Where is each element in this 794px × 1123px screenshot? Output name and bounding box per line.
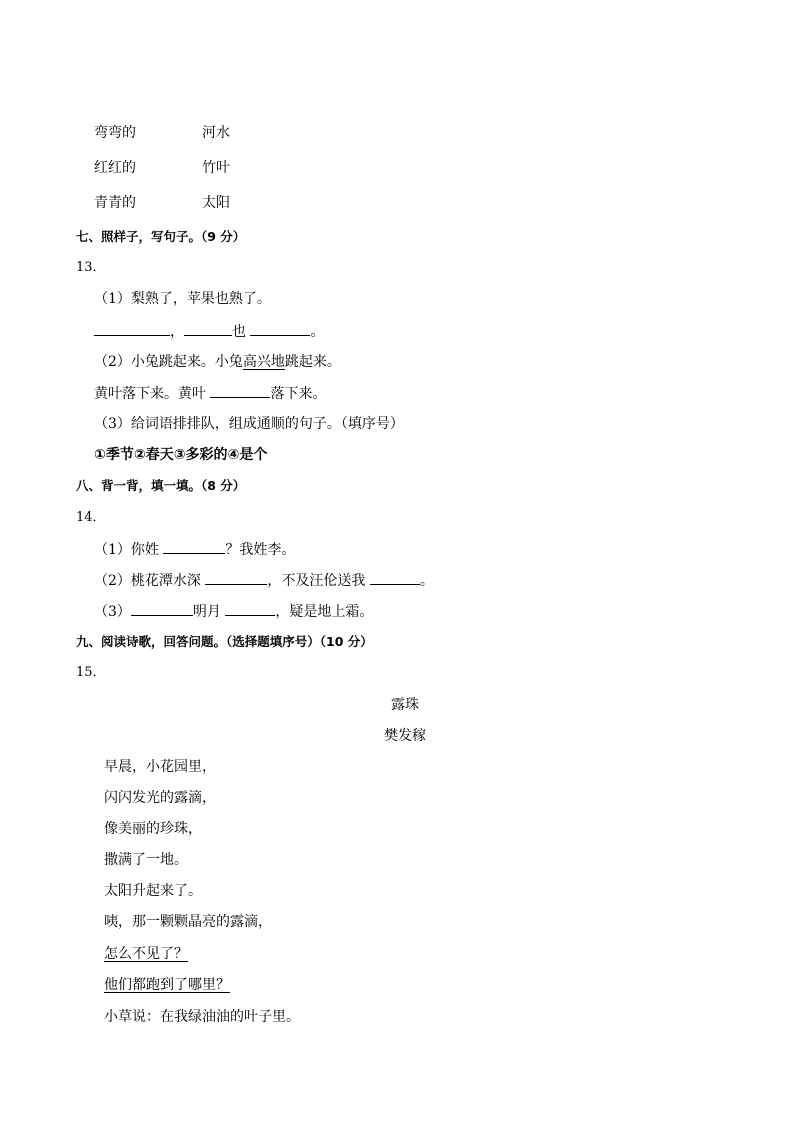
section-8-heading: 八、背一背，填一填。（8 分）: [76, 478, 246, 493]
q14-1: （1）你姓 ？我姓李。: [94, 542, 296, 558]
word-ye: 也: [232, 324, 246, 340]
question-13-number: 13．: [76, 260, 106, 275]
answer-blank[interactable]: [210, 384, 270, 398]
q13-3-items: ①季节②春天③多彩的④是个: [94, 447, 268, 463]
poem-title: 露珠: [391, 697, 419, 713]
answer-blank[interactable]: [205, 571, 267, 585]
poem-line: 咦，那一颗颗晶亮的露滴，: [104, 914, 272, 930]
question-14-number: 14．: [76, 510, 106, 525]
pair-left-3: 青青的: [94, 195, 136, 211]
pair-right-2: 竹叶: [202, 160, 230, 176]
q13-2-answer-line: 黄叶落下来。黄叶 落下来。: [94, 386, 327, 402]
pair-right-3: 太阳: [202, 195, 230, 211]
pair-left-1: 弯弯的: [94, 125, 136, 141]
q13-2-example: （2）小兔跳起来。小兔高兴地跳起来。: [94, 354, 341, 370]
poem-line-underlined: 他们都跑到了哪里？: [104, 977, 230, 993]
answer-blank[interactable]: [184, 322, 232, 336]
poem-line: 太阳升起来了。: [104, 883, 202, 899]
period: 。: [310, 324, 325, 340]
comma: ，: [170, 324, 184, 340]
poem-line: 早晨，小花园里，: [104, 759, 216, 775]
poem-line: 闪闪发光的露滴，: [104, 790, 216, 806]
section-7-heading: 七、照样子，写句子。（9 分）: [76, 229, 246, 244]
poem-line: 小草说：在我绿油油的叶子里。: [104, 1009, 300, 1025]
pair-left-2: 红红的: [94, 160, 136, 176]
q13-1-answer-line: [94, 322, 324, 341]
answer-blank[interactable]: [94, 322, 170, 336]
q13-3-prompt: （3）给词语排排队，组成通顺的句子。（填序号）: [94, 416, 404, 432]
q14-2: （2）桃花潭水深 ，不及汪伦送我 。: [94, 573, 434, 589]
answer-blank[interactable]: [250, 322, 310, 336]
poem-line: 撒满了一地。: [104, 852, 188, 868]
q14-3: （3） 明月 ，疑是地上霜。: [94, 604, 374, 620]
pair-right-1: 河水: [202, 125, 230, 141]
answer-blank[interactable]: [225, 602, 275, 616]
q13-1-example: （1）梨熟了，苹果也熟了。: [94, 291, 271, 307]
poem-line: 像美丽的珍珠，: [104, 821, 202, 837]
section-9-heading: 九、阅读诗歌，回答问题。（选择题填序号）（10 分）: [76, 634, 373, 649]
poem-line-underlined: 怎么不见了？: [104, 946, 188, 962]
poem-author: 樊发稼: [384, 728, 426, 744]
underlined-word: 高兴地: [242, 354, 285, 370]
answer-blank[interactable]: [131, 602, 193, 616]
question-15-number: 15．: [76, 665, 106, 680]
answer-blank[interactable]: [163, 540, 225, 554]
answer-blank[interactable]: [370, 571, 420, 585]
